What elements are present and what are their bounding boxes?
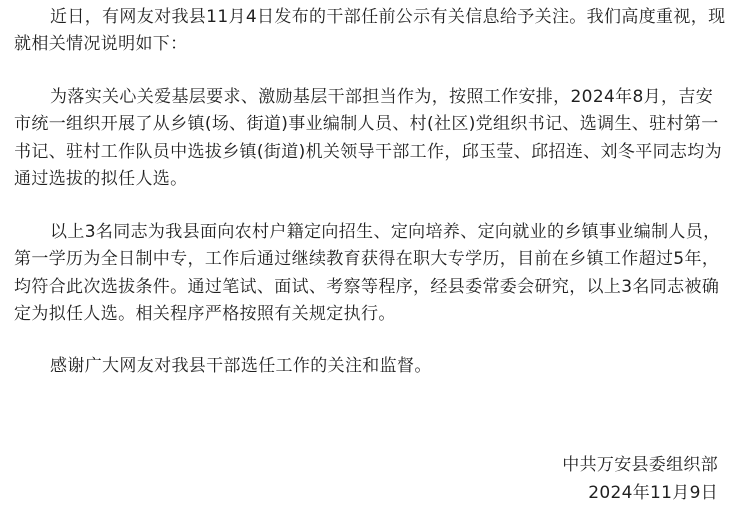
paragraph-explanation: 以上3名同志为我县面向农村户籍定向招生、定向培养、定向就业的乡镇事业编制人员，第一学历为全日制中专，工作后通过继续教育获得在职大专学历，目前在乡镇工作超过5年，均符合此次选拔条件。通过笔试、面试、考察等程序，经县委常委会研究，以上3名同志被确定为拟任人选。相关程序严格按照有关规定执行。	[14, 222, 721, 325]
signature-organization: 中共万安县委组织部	[562, 455, 718, 475]
paragraph-thanks: 感谢广大网友对我县干部选任工作的关注和监督。	[50, 356, 432, 376]
paragraph-background: 为落实关心关爱基层要求、激励基层干部担当作为，按照工作安排，2024年8月，吉安市统一组织开展了从乡镇(场、街道)事业编制人员、村(社区)党组织书记、选调生、驻村第一书记、驻村工作队员中选拔乡镇(街道)机关领导干部工作，邱玉莹、邱招连、刘冬平同志均为通过选拔的拟任人选。	[14, 87, 722, 190]
paragraph-intro: 近日，有网友对我县11月4日发布的干部任前公示有关信息给予关注。我们高度重视，现就相关情况说明如下：	[14, 7, 726, 55]
signature-date: 2024年11月9日	[588, 483, 718, 503]
